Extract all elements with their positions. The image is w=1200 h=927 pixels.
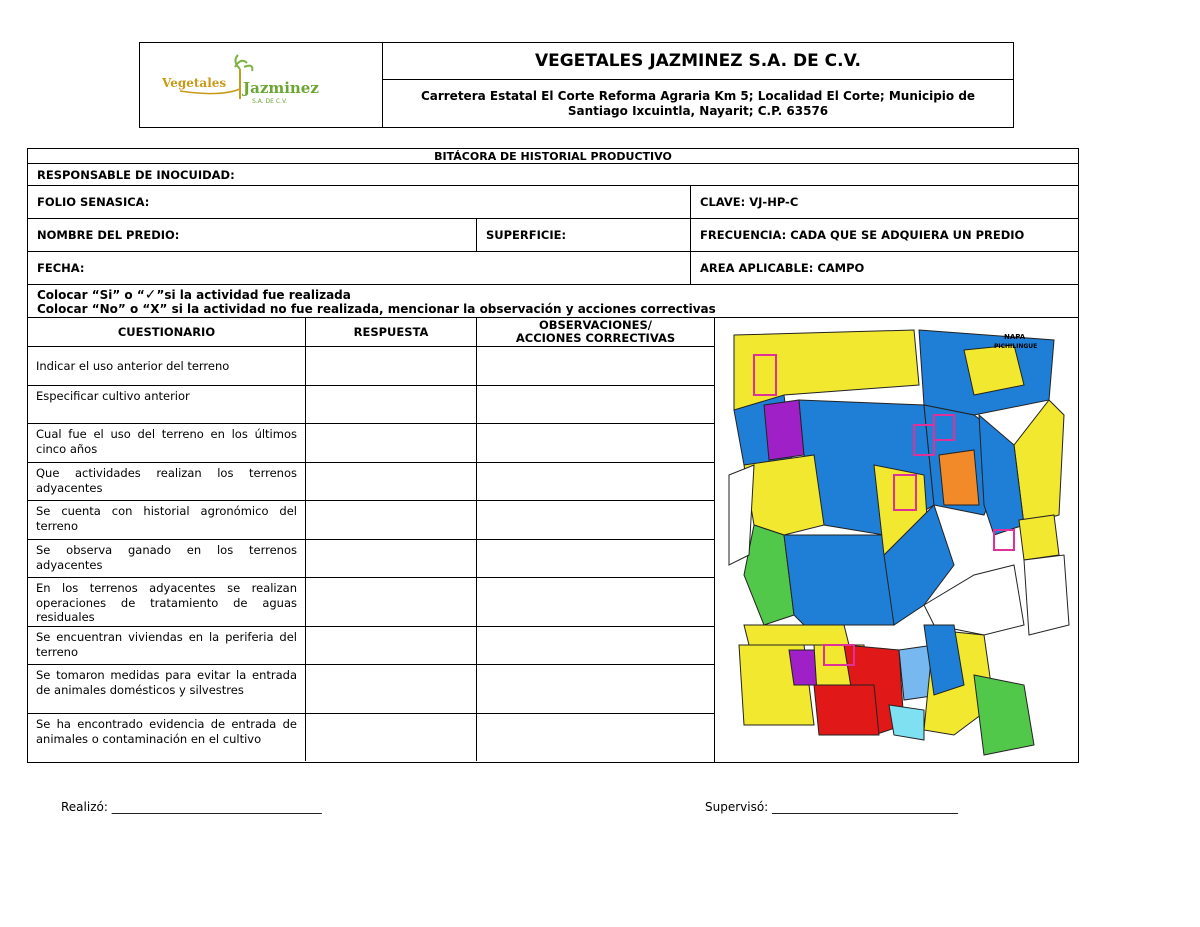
col-cuestionario: CUESTIONARIO (117, 324, 216, 339)
logo-text-vegetales: Vegetales (162, 76, 227, 90)
map-label-napa: NAPA (1004, 333, 1026, 341)
fecha-row (28, 252, 1078, 285)
observations-cell[interactable] (476, 714, 714, 761)
question-row (28, 501, 714, 540)
question-text: Se encuentran viviendas en la periferia del terreno (36, 630, 297, 659)
answer-cell[interactable] (305, 347, 476, 385)
observations-cell[interactable] (476, 424, 714, 462)
production-history-form (27, 148, 1079, 763)
question-text: Que actividades realizan los terrenos adyacentes (36, 466, 297, 495)
map-divider (714, 318, 715, 762)
question-text: Especificar cultivo anterior (36, 389, 190, 403)
answer-cell[interactable] (305, 463, 476, 500)
question-row (28, 714, 714, 761)
folio-field[interactable]: FOLIO SENASICA: (37, 195, 150, 209)
answer-cell[interactable] (305, 501, 476, 539)
responsable-field[interactable]: RESPONSABLE DE INOCUIDAD: (37, 167, 235, 182)
question-text: En los terrenos adyacentes se realizan operaciones de tratamiento de aguas residuales (36, 581, 297, 624)
answer-cell[interactable] (305, 578, 476, 626)
plot-map (724, 325, 1074, 759)
area-field: AREA APLICABLE: CAMPO (690, 252, 1078, 284)
question-table-header (28, 318, 714, 347)
signature-superviso[interactable]: Supervisó: _______________________________ (705, 800, 959, 814)
question-row (28, 665, 714, 714)
question-row (28, 578, 714, 627)
answer-cell[interactable] (305, 424, 476, 462)
observations-cell[interactable] (476, 386, 714, 423)
instructions-row (28, 285, 1078, 318)
answer-cell[interactable] (305, 386, 476, 423)
question-row (28, 540, 714, 578)
question-text: Se tomaron medidas para evitar la entrada de animales domésticos y silvestres (36, 668, 297, 697)
observations-cell[interactable] (476, 347, 714, 385)
document-header (139, 42, 1014, 128)
predio-row (28, 219, 1078, 252)
company-address: Carretera Estatal El Corte Reforma Agraria Km 5; Localidad El Corte; Municipio de Santiago Ixcuintla, Nayarit; C.P. 63576 (420, 88, 976, 118)
checkmark-icon: ✓ (144, 287, 157, 303)
superficie-field[interactable]: SUPERFICIE: (476, 219, 690, 251)
observations-cell[interactable] (476, 578, 714, 626)
question-text: Se ha encontrado evidencia de entrada de animales o contaminación en el cultivo (36, 717, 297, 746)
plot-map-image (724, 325, 1074, 759)
logo-graphic (140, 43, 381, 126)
responsable-row (28, 164, 1078, 186)
form-title-row (28, 149, 1078, 164)
logo-text-sa: S.A. DE C.V. (252, 98, 288, 105)
observations-cell[interactable] (476, 463, 714, 500)
question-row (28, 627, 714, 665)
company-logo (140, 43, 383, 127)
frecuencia-field: FRECUENCIA: CADA QUE SE ADQUIERA UN PREDIO (690, 219, 1078, 251)
instruction-no: Colocar “No” o “X” si la actividad no fue realizada, mencionar la observación y acciones correctivas (37, 302, 716, 316)
company-name: VEGETALES JAZMINEZ S.A. DE C.V. (383, 43, 1013, 80)
question-row (28, 347, 714, 386)
question-row (28, 463, 714, 501)
answer-cell[interactable] (305, 540, 476, 577)
answer-cell[interactable] (305, 665, 476, 713)
observations-cell[interactable] (476, 540, 714, 577)
question-text: Se observa ganado en los terrenos adyacentes (36, 543, 297, 572)
logo-text-jazminez: Jazminez (243, 79, 319, 97)
observations-cell[interactable] (476, 627, 714, 664)
map-label-pichilingue: PICHILINGUE (994, 343, 1038, 350)
question-row (28, 386, 714, 424)
instructions: Colocar “Si” o “✓”si la actividad fue realizada Colocar “No” o “X” si la actividad no fue realizada, mencionar la observación y acciones correctivas (37, 287, 716, 316)
question-text: Cual fue el uso del terreno en los últimos cinco años (36, 427, 297, 456)
signature-realizo[interactable]: Realizó: ___________________________________ (61, 800, 322, 814)
col-respuesta: RESPUESTA (305, 318, 476, 346)
question-row (28, 424, 714, 463)
observations-cell[interactable] (476, 665, 714, 713)
predio-field[interactable]: NOMBRE DEL PREDIO: (37, 228, 180, 242)
answer-cell[interactable] (305, 627, 476, 664)
col-observaciones: OBSERVACIONES/ ACCIONES CORRECTIVAS (476, 318, 714, 346)
question-text: Se cuenta con historial agronómico del terreno (36, 504, 297, 533)
question-text: Indicar el uso anterior del terreno (36, 359, 230, 373)
clave-field: CLAVE: VJ-HP-C (690, 186, 1078, 218)
answer-cell[interactable] (305, 714, 476, 761)
folio-row (28, 186, 1078, 219)
fecha-field[interactable]: FECHA: (37, 261, 85, 275)
observations-cell[interactable] (476, 501, 714, 539)
form-title: BITÁCORA DE HISTORIAL PRODUCTIVO (434, 149, 672, 163)
